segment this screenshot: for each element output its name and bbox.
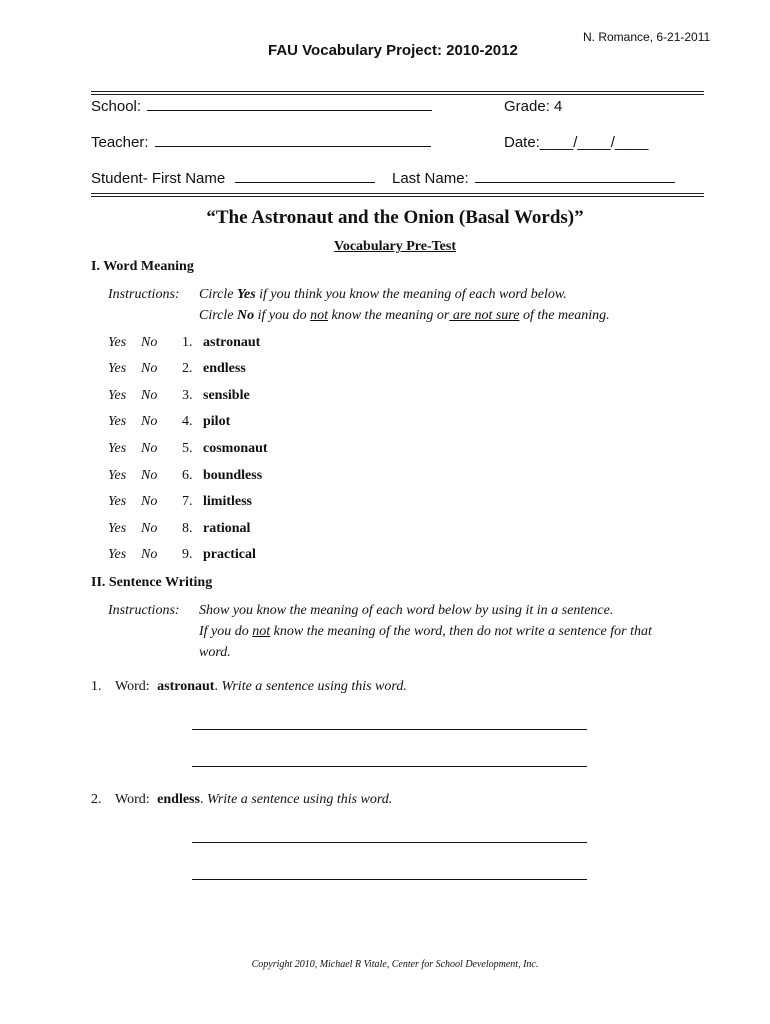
word-number: 2.: [182, 361, 193, 376]
top-double-rule: [91, 91, 704, 95]
copyright-notice: Copyright 2010, Michael R Vitale, Center for School Development, Inc.: [251, 959, 539, 970]
vocab-word: pilot: [203, 414, 231, 429]
section2-instructions-line3: word.: [199, 645, 231, 660]
first-name-blank[interactable]: [235, 182, 375, 183]
sentence-line[interactable]: [192, 766, 587, 767]
no-option[interactable]: No: [141, 547, 158, 562]
word-label: Word:: [115, 792, 150, 807]
yes-option[interactable]: Yes: [108, 441, 127, 456]
word-number: 3.: [182, 388, 193, 403]
item-prompt: Write a sentence using this word.: [206, 792, 393, 807]
word-number: 4.: [182, 414, 193, 429]
no-option[interactable]: No: [141, 414, 158, 429]
word-number: 6.: [182, 468, 193, 483]
vocab-word: boundless: [203, 468, 263, 483]
no-option[interactable]: No: [141, 335, 158, 350]
section2-instructions-label: Instructions:: [108, 603, 180, 618]
yes-option[interactable]: Yes: [108, 521, 127, 536]
yes-option[interactable]: Yes: [108, 335, 127, 350]
section1-instructions-line2: Circle No if you do not know the meaning or are not sure of the meaning.: [199, 308, 610, 323]
grade-label: Grade: 4: [504, 98, 563, 115]
sentence-line[interactable]: [192, 729, 587, 730]
date-field[interactable]: Date:____/____/____: [504, 134, 649, 151]
no-option[interactable]: No: [141, 361, 158, 376]
last-name-label: Last Name:: [392, 170, 469, 187]
first-name-label: Student- First Name: [91, 170, 226, 187]
vocab-word: cosmonaut: [203, 441, 268, 456]
word-number: 8.: [182, 521, 193, 536]
vocab-word: rational: [203, 521, 251, 536]
school-blank[interactable]: [147, 110, 432, 111]
vocab-word: endless: [203, 361, 246, 376]
section1-instructions-label: Instructions:: [108, 287, 180, 302]
vocab-word: sensible: [203, 388, 250, 403]
item-word: endless: [157, 792, 200, 807]
last-name-field[interactable]: [392, 170, 675, 187]
no-option[interactable]: No: [141, 441, 158, 456]
section2-instructions-line1: Show you know the meaning of each word below by using it in a sentence.: [199, 603, 614, 618]
item-prompt: Write a sentence using this word.: [221, 679, 407, 694]
sentence-line[interactable]: [192, 842, 587, 843]
item-word: astronaut: [157, 679, 215, 694]
last-name-blank[interactable]: [475, 182, 675, 183]
no-option[interactable]: No: [141, 388, 158, 403]
yes-option[interactable]: Yes: [108, 414, 127, 429]
no-option[interactable]: No: [141, 494, 158, 509]
item-number: 2.: [91, 792, 102, 807]
word-number: 7.: [182, 494, 193, 509]
first-name-field[interactable]: [91, 170, 375, 187]
school-field[interactable]: [91, 98, 432, 115]
vocab-word: astronaut: [203, 335, 261, 350]
teacher-blank[interactable]: [155, 146, 431, 147]
section2-heading: II. Sentence Writing: [91, 575, 213, 590]
word-label: Word:: [115, 679, 150, 694]
no-option[interactable]: No: [141, 521, 158, 536]
no-option[interactable]: No: [141, 468, 158, 483]
yes-option[interactable]: Yes: [108, 468, 127, 483]
teacher-field[interactable]: [91, 134, 431, 151]
word-number: 5.: [182, 441, 193, 456]
item-number: 1.: [91, 679, 102, 694]
bottom-double-rule: [91, 193, 704, 197]
test-title: “The Astronaut and the Onion (Basal Words)”: [206, 207, 584, 228]
word-number: 1.: [182, 335, 193, 350]
yes-option[interactable]: Yes: [108, 547, 127, 562]
teacher-label: Teacher:: [91, 134, 149, 151]
sentence-item-2: 2. Word: endless. Write a sentence using this word.: [91, 792, 393, 807]
sentence-item-1: 1. Word: astronaut. Write a sentence using this word.: [91, 679, 407, 694]
sentence-line[interactable]: [192, 879, 587, 880]
section2-instructions-line2: If you do not know the meaning of the word, then do not write a sentence for that: [199, 624, 652, 639]
section1-instructions-line1: Circle Yes if you think you know the meaning of each word below.: [199, 287, 567, 302]
vocab-word: practical: [203, 547, 256, 562]
yes-option[interactable]: Yes: [108, 494, 127, 509]
test-subtitle: Vocabulary Pre-Test: [334, 239, 456, 254]
vocab-word: limitless: [203, 494, 252, 509]
school-label: School:: [91, 98, 142, 115]
yes-option[interactable]: Yes: [108, 361, 127, 376]
project-title: FAU Vocabulary Project: 2010-2012: [268, 42, 518, 59]
section1-heading: I. Word Meaning: [91, 259, 194, 274]
yes-option[interactable]: Yes: [108, 388, 127, 403]
author-date-note: N. Romance, 6-21-2011: [583, 30, 711, 44]
word-number: 9.: [182, 547, 193, 562]
